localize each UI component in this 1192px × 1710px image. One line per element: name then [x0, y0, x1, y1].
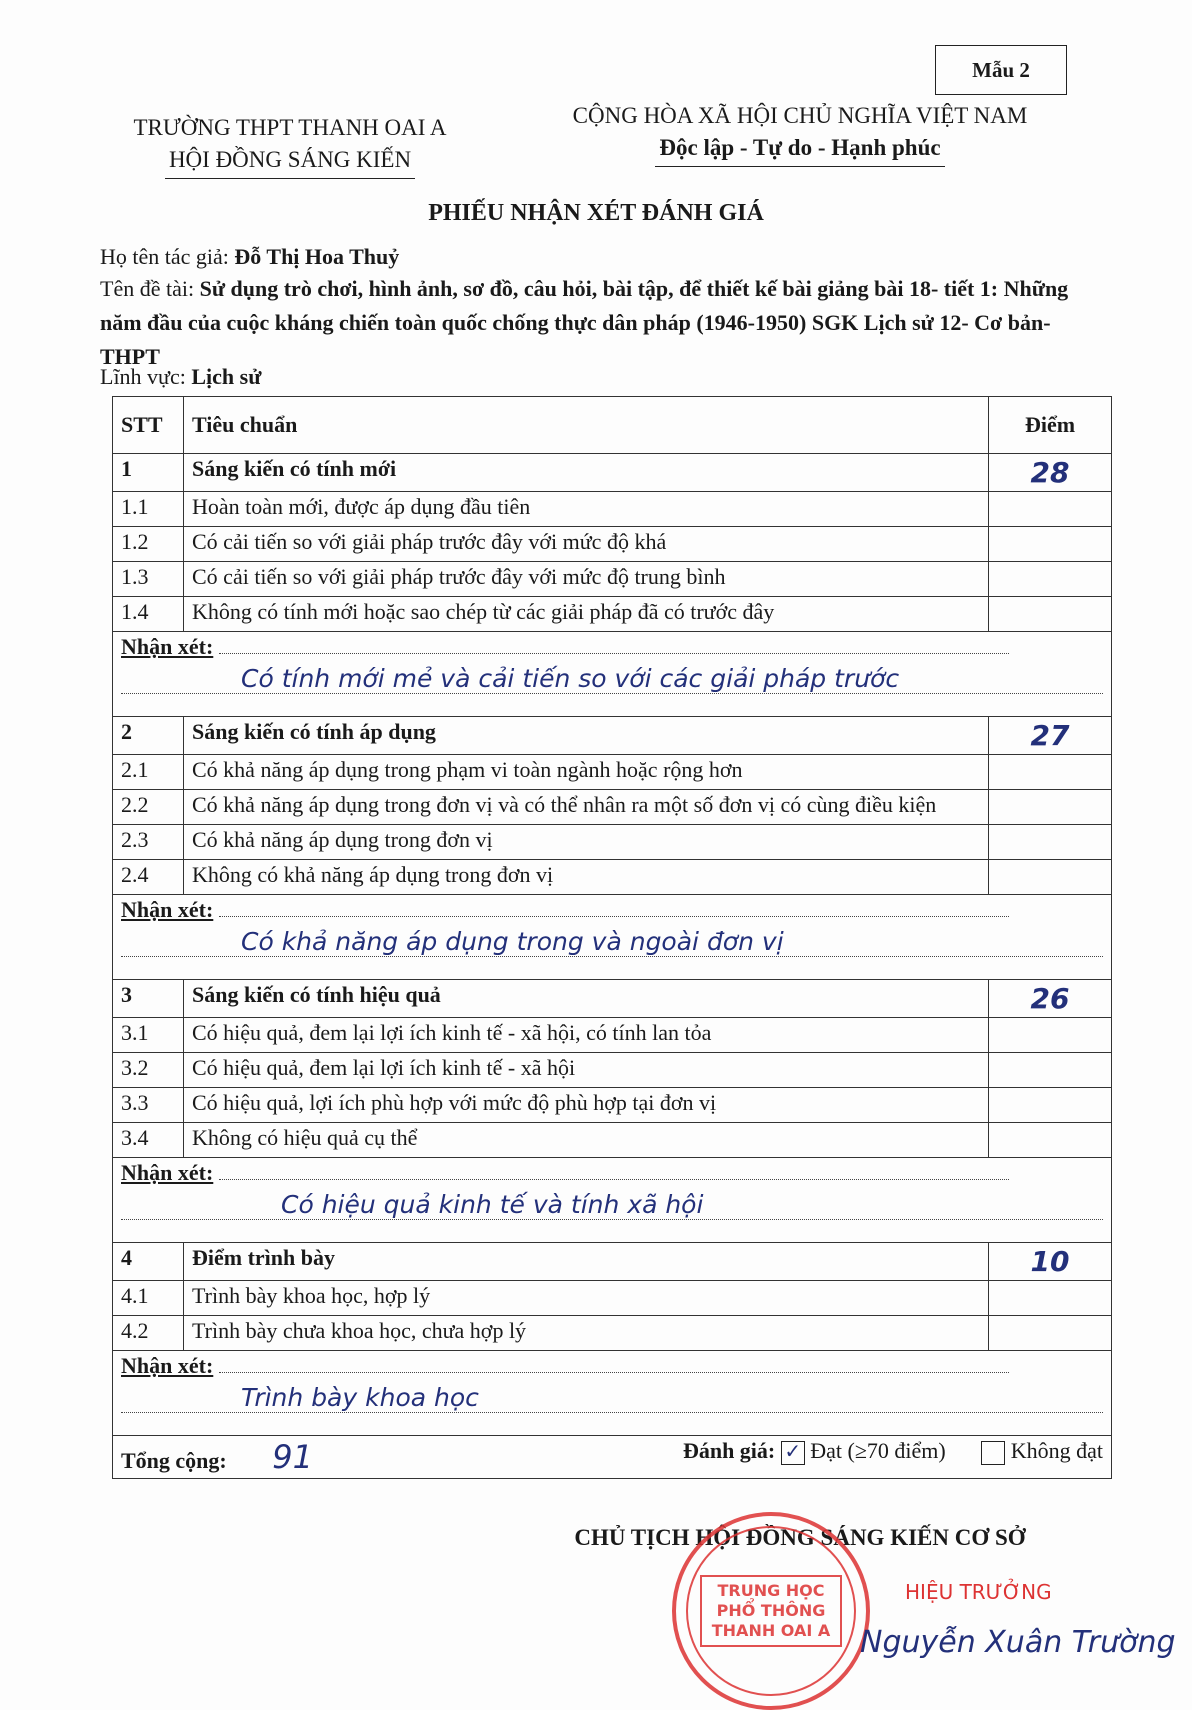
signature-title: CHỦ TỊCH HỘI ĐỒNG SÁNG KIẾN CƠ SỞ: [574, 1525, 1026, 1550]
group-title: Sáng kiến có tính hiệu quả: [184, 980, 989, 1018]
item-text: Trình bày chưa khoa học, chưa hợp lý: [184, 1316, 989, 1351]
item-stt: 1.3: [113, 562, 184, 597]
item-stt: 1.1: [113, 492, 184, 527]
pass-label: Đạt (≥70 điểm): [810, 1438, 946, 1463]
field-label: Lĩnh vực:: [100, 364, 186, 389]
handwritten-note: Có tính mới mẻ và cải tiến so với các giải pháp trước: [241, 664, 900, 693]
header-stt: STT: [113, 397, 184, 454]
table-row: [113, 1053, 1112, 1088]
page-title: PHIẾU NHẬN XÉT ĐÁNH GIÁ: [428, 200, 764, 226]
item-stt: 3.2: [113, 1053, 184, 1088]
table-row: [113, 492, 1112, 527]
item-text: Không có hiệu quả cụ thể: [184, 1123, 989, 1158]
evaluation-label: Đánh giá:: [682, 1438, 776, 1463]
item-text: Có hiệu quả, lợi ích phù hợp với mức độ phù hợp tại đơn vị: [184, 1088, 989, 1123]
stamp-line: THANH OAI A: [711, 1621, 831, 1640]
header-criteria: Tiêu chuẩn: [184, 397, 989, 454]
item-stt: 3.1: [113, 1018, 184, 1053]
item-text: Không có khả năng áp dụng trong đơn vị: [184, 860, 989, 895]
group-row: [113, 1243, 1112, 1281]
group-title: Điểm trình bày: [184, 1243, 989, 1281]
item-stt: 2.1: [113, 755, 184, 790]
table-row: [113, 1281, 1112, 1316]
item-score-cell: [989, 527, 1112, 562]
group-title: Sáng kiến có tính áp dụng: [184, 717, 989, 755]
council-name: HỘI ĐỒNG SÁNG KIẾN: [165, 144, 415, 179]
item-text: Không có tính mới hoặc sao chép từ các giải pháp đã có trước đây: [184, 597, 989, 632]
total-row: [113, 1436, 1112, 1479]
table-header-row: [113, 397, 1112, 454]
note-row: [113, 1351, 1112, 1436]
item-score-cell: [989, 1088, 1112, 1123]
school-stamp: [672, 1512, 870, 1710]
item-score-cell: [989, 755, 1112, 790]
handwritten-note: Có hiệu quả kinh tế và tính xã hội: [281, 1190, 704, 1219]
item-stt: 2.3: [113, 825, 184, 860]
principal-role: HIỆU TRƯỞNG: [905, 1580, 1052, 1604]
author-line: [100, 240, 1100, 274]
table-row: [113, 1316, 1112, 1351]
item-stt: 4.2: [113, 1316, 184, 1351]
item-text: Có khả năng áp dụng trong phạm vi toàn ngành hoặc rộng hơn: [184, 755, 989, 790]
group-row: [113, 454, 1112, 492]
table-row: [113, 755, 1112, 790]
note-label: Nhận xét:: [121, 897, 214, 922]
country-name: CỘNG HÒA XÃ HỘI CHỦ NGHĨA VIỆT NAM: [572, 103, 1028, 128]
item-score-cell: [989, 825, 1112, 860]
school-name: TRƯỜNG THPT THANH OAI A: [133, 115, 447, 140]
item-stt: 2.4: [113, 860, 184, 895]
item-stt: 4.1: [113, 1281, 184, 1316]
stamp-line: PHỔ THÔNG: [716, 1601, 826, 1620]
field-line: [100, 360, 1100, 394]
author-label: Họ tên tác giả:: [100, 244, 229, 269]
total-label: Tổng cộng:: [121, 1448, 227, 1473]
national-motto: Độc lập - Tự do - Hạnh phúc: [655, 132, 944, 167]
note-label: Nhận xét:: [121, 634, 214, 659]
group-score: 26: [989, 980, 1112, 1018]
item-text: Có cải tiến so với giải pháp trước đây với mức độ khá: [184, 527, 989, 562]
field-value: Lịch sử: [191, 364, 262, 389]
group-score: 10: [989, 1243, 1112, 1281]
group-score: 28: [989, 454, 1112, 492]
topic-line: [100, 272, 1100, 374]
table-row: [113, 790, 1112, 825]
note-label: Nhận xét:: [121, 1160, 214, 1185]
group-row: [113, 717, 1112, 755]
item-score-cell: [989, 1316, 1112, 1351]
group-stt: 2: [113, 717, 184, 755]
handwritten-note: Có khả năng áp dụng trong và ngoài đơn vị: [241, 927, 784, 956]
topic-label: Tên đề tài:: [100, 276, 195, 301]
handwritten-note: Trình bày khoa học: [241, 1383, 479, 1412]
note-label: Nhận xét:: [121, 1353, 214, 1378]
group-title: Sáng kiến có tính mới: [184, 454, 989, 492]
table-row: [113, 1088, 1112, 1123]
group-score: 27: [989, 717, 1112, 755]
table-row: [113, 562, 1112, 597]
item-text: Hoàn toàn mới, được áp dụng đầu tiên: [184, 492, 989, 527]
item-text: Trình bày khoa học, hợp lý: [184, 1281, 989, 1316]
item-text: Có hiệu quả, đem lại lợi ích kinh tế - xã hội: [184, 1053, 989, 1088]
table-row: [113, 597, 1112, 632]
note-row: [113, 1158, 1112, 1243]
item-stt: 1.2: [113, 527, 184, 562]
group-stt: 1: [113, 454, 184, 492]
item-score-cell: [989, 562, 1112, 597]
item-stt: 3.3: [113, 1088, 184, 1123]
item-score-cell: [989, 492, 1112, 527]
item-score-cell: [989, 597, 1112, 632]
group-stt: 4: [113, 1243, 184, 1281]
item-text: Có khả năng áp dụng trong đơn vị và có thể nhân ra một số đơn vị có cùng điều kiện: [184, 790, 989, 825]
item-score-cell: [989, 790, 1112, 825]
group-row: [113, 980, 1112, 1018]
total-value: 91: [272, 1438, 313, 1476]
author-value: Đỗ Thị Hoa Thuỷ: [234, 244, 400, 269]
item-text: Có khả năng áp dụng trong đơn vị: [184, 825, 989, 860]
principal-signature: Nguyễn Xuân Trường: [860, 1625, 1176, 1660]
item-text: Có hiệu quả, đem lại lợi ích kinh tế - xã hội, có tính lan tỏa: [184, 1018, 989, 1053]
pass-checkbox[interactable]: ✓: [781, 1441, 805, 1465]
item-score-cell: [989, 1123, 1112, 1158]
school-header: [90, 112, 490, 179]
note-row: [113, 895, 1112, 980]
stamp-line: TRUNG HỌC: [717, 1581, 825, 1600]
national-header: [520, 100, 1080, 167]
table-row: [113, 860, 1112, 895]
topic-value: Sử dụng trò chơi, hình ảnh, sơ đồ, câu hỏi, bài tập, để thiết kế bài giảng bài 18- tiết 1: Những năm đầu của cuộc kháng chiến toàn quốc chống thực dân pháp (1946-1950) SGK Lịch sử 12- Cơ bản- THPT: [100, 276, 1069, 369]
criteria-table: [112, 396, 1112, 1479]
item-score-cell: [989, 1281, 1112, 1316]
header-score: Điểm: [989, 397, 1112, 454]
table-row: [113, 527, 1112, 562]
form-label: Mẫu 2: [935, 45, 1067, 95]
group-stt: 3: [113, 980, 184, 1018]
fail-checkbox[interactable]: [981, 1441, 1005, 1465]
table-row: [113, 825, 1112, 860]
item-stt: 1.4: [113, 597, 184, 632]
table-row: [113, 1123, 1112, 1158]
note-row: [113, 632, 1112, 717]
table-row: [113, 1018, 1112, 1053]
item-stt: 2.2: [113, 790, 184, 825]
item-score-cell: [989, 860, 1112, 895]
item-score-cell: [989, 1018, 1112, 1053]
item-text: Có cải tiến so với giải pháp trước đây với mức độ trung bình: [184, 562, 989, 597]
fail-label: Không đạt: [1010, 1438, 1103, 1463]
item-stt: 3.4: [113, 1123, 184, 1158]
item-score-cell: [989, 1053, 1112, 1088]
